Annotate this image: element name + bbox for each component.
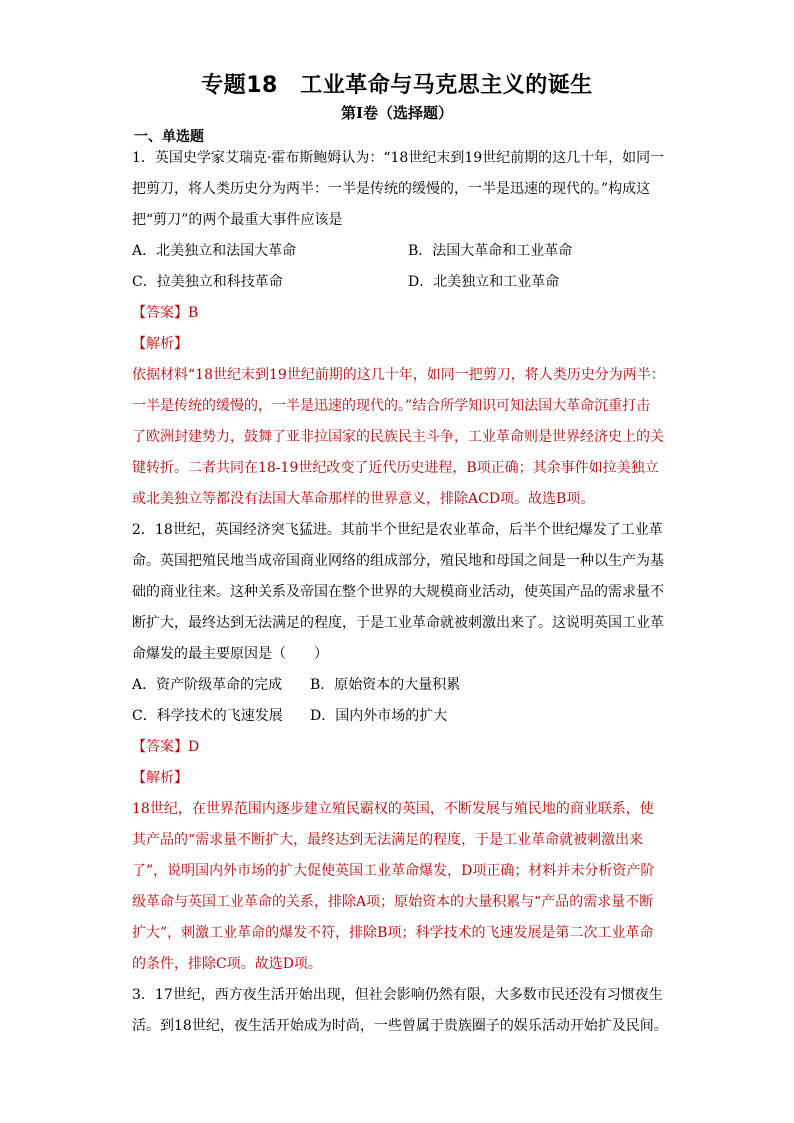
- q2-analysis-line: 了”，说明国内外市场的扩大促使英国工业革命爆发，D项正确；材料并未分析资产阶: [132, 863, 655, 879]
- q2-stem-line: 础的商业往来。这种关系及帝国在整个世界的大规模商业活动，使英国产品的需求量不: [132, 584, 664, 600]
- q2-option-b: B．原始资本的大量积累: [310, 677, 461, 693]
- q1-analysis-line: 键转折。二者共同在18-19世纪改变了近代历史进程，B项正确；其余事件如拉美独立: [132, 460, 659, 476]
- q2-stem-line: 断扩大，最终达到无法满足的程度，于是工业革命就被刺激出来了。这说明英国工业革: [132, 615, 664, 631]
- q1-options-row: [132, 267, 672, 298]
- q1-option-c: C．拉美独立和科技革命: [132, 274, 283, 290]
- q3-stem-line: 活。到18世纪，夜生活开始成为时尚，一些曾属于贵族圈子的娱乐活动开始扩及民间。: [132, 1018, 668, 1034]
- q1-answer: 【答案】B: [132, 305, 199, 321]
- q1-analysis-line: 或北美独立等都没有法国大革命那样的世界意义，排除ACD项。故选B项。: [132, 491, 595, 507]
- q2-analysis-label: 【解析】: [132, 770, 188, 786]
- volume-subtitle: 第Ⅰ卷（选择题）: [340, 104, 454, 122]
- q1-stem-line: 把剪刀，将人类历史分为两半：一半是传统的缓慢的，一半是迅速的现代的。”构成这: [132, 181, 651, 197]
- q2-option-c: C．科学技术的飞速发展: [132, 708, 283, 724]
- q2-answer: 【答案】D: [132, 739, 200, 755]
- q1-analysis-line: 一半是传统的缓慢的，一半是迅速的现代的。”结合所学知识可知法国大革命沉重打击: [132, 398, 651, 414]
- q2-analysis-line: 的条件，排除C项。故选D项。: [132, 956, 322, 972]
- q2-analysis-line: 级革命与英国工业革命的关系，排除A项；原始资本的大量积累与“产品的需求量不断: [132, 894, 654, 910]
- q1-stem-line: 1．英国史学家艾瑞克·霍布斯鲍姆认为：“18世纪末到19世纪前期的这几十年，如同一: [132, 150, 665, 166]
- q2-analysis-line: 扩大”，刺激工业革命的爆发不符，排除B项；科学技术的飞速发展是第二次工业革命: [132, 925, 654, 941]
- q1-option-b: B．法国大革命和工业革命: [408, 243, 573, 259]
- q2-option-a: A．资产阶级革命的完成: [132, 677, 283, 693]
- question-content: [132, 143, 672, 1042]
- q1-analysis-line: 依据材料“18世纪末到19世纪前期的这几十年，如同一把剪刀，将人类历史分为两半：: [132, 367, 665, 383]
- document-title: 专题18 工业革命与马克思主义的诞生: [201, 73, 593, 98]
- q1-option-a: A．北美独立和法国大革命: [132, 243, 297, 259]
- q1-option-d: D．北美独立和工业革命: [408, 274, 560, 290]
- q3-stem-line: 3．17世纪，西方夜生活开始出现，但社会影响仍然有限，大多数市民还没有习惯夜生: [132, 987, 663, 1003]
- q2-stem-line: 命爆发的最主要原因是（ ）: [132, 646, 328, 662]
- q1-analysis-label: 【解析】: [132, 336, 188, 352]
- q2-analysis-line: 其产品的“需求量不断扩大，最终达到无法满足的程度，于是工业革命就被刺激出来: [132, 832, 644, 848]
- section-heading: 一、单选题: [134, 129, 204, 145]
- q2-option-d: D．国内外市场的扩大: [310, 708, 448, 724]
- q2-stem-line: 命。英国把殖民地当成帝国商业网络的组成部分，殖民地和母国之间是一种以生产为基: [132, 553, 664, 569]
- q2-analysis-line: 18世纪，在世界范围内逐步建立殖民霸权的英国，不断发展与殖民地的商业联系，使: [132, 801, 654, 817]
- q2-stem-line: 2．18世纪，英国经济突飞猛进。其前半个世纪是农业革命，后半个世纪爆发了工业革: [132, 522, 663, 538]
- q2-options-row: [132, 670, 672, 701]
- q1-options-row: [132, 236, 672, 267]
- q2-options-row: [132, 701, 672, 732]
- q1-stem-line: 把“剪刀”的两个最重大事件应该是: [132, 212, 343, 228]
- q1-analysis-line: 了欧洲封建势力，鼓舞了亚非拉国家的民族民主斗争，工业革命则是世界经济史上的关: [132, 429, 664, 445]
